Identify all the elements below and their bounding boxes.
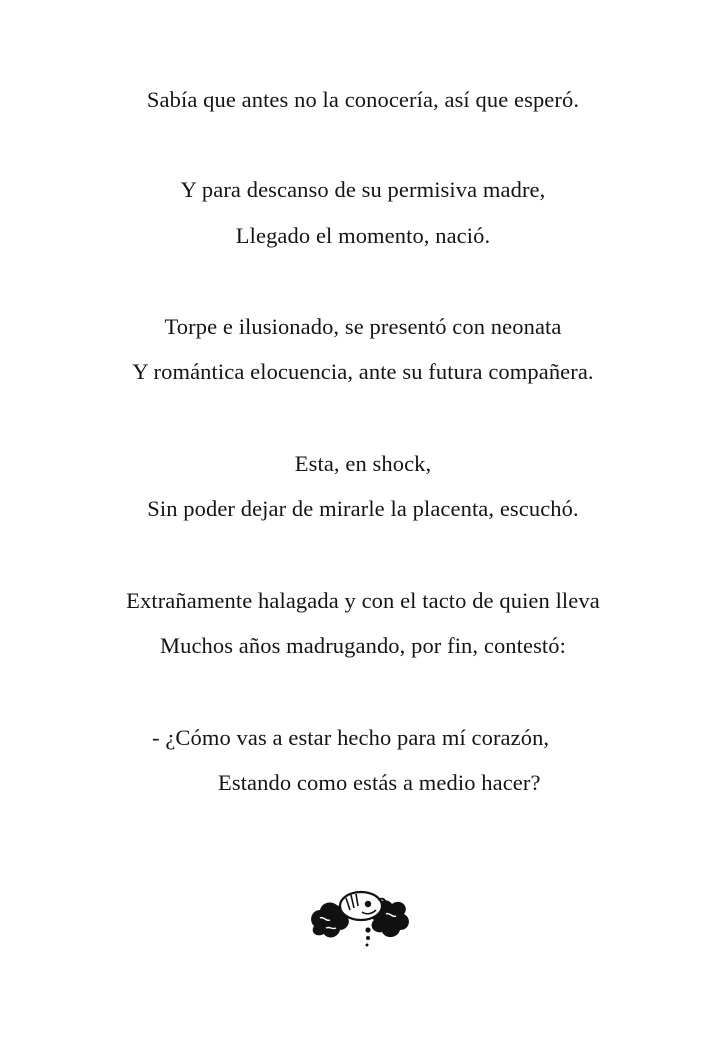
poem-line: Y romántica elocuencia, ante su futura compañera. <box>132 359 594 384</box>
poem-line: Y para descanso de su permisiva madre, <box>180 177 546 202</box>
poem-line: Esta, en shock, <box>294 451 432 476</box>
poem-line: Muchos años madrugando, por fin, contestó: <box>159 633 566 658</box>
ink-sketch-baby-ornament-icon <box>306 882 416 950</box>
poem-line: - ¿Cómo vas a estar hecho para mí corazón, <box>152 725 550 750</box>
poem-line: Sabía que antes no la conocería, así que esperó. <box>146 87 580 112</box>
poem-line: Estando como estás a medio hacer? <box>218 770 541 795</box>
poem-line: Extrañamente halagada y con el tacto de quien lleva <box>126 588 600 613</box>
poem-line: Sin poder dejar de mirarle la placenta, escuchó. <box>147 496 579 521</box>
poem-line: Llegado el momento, nació. <box>235 223 491 248</box>
poem-line: Torpe e ilusionado, se presentó con neonata <box>164 314 562 339</box>
